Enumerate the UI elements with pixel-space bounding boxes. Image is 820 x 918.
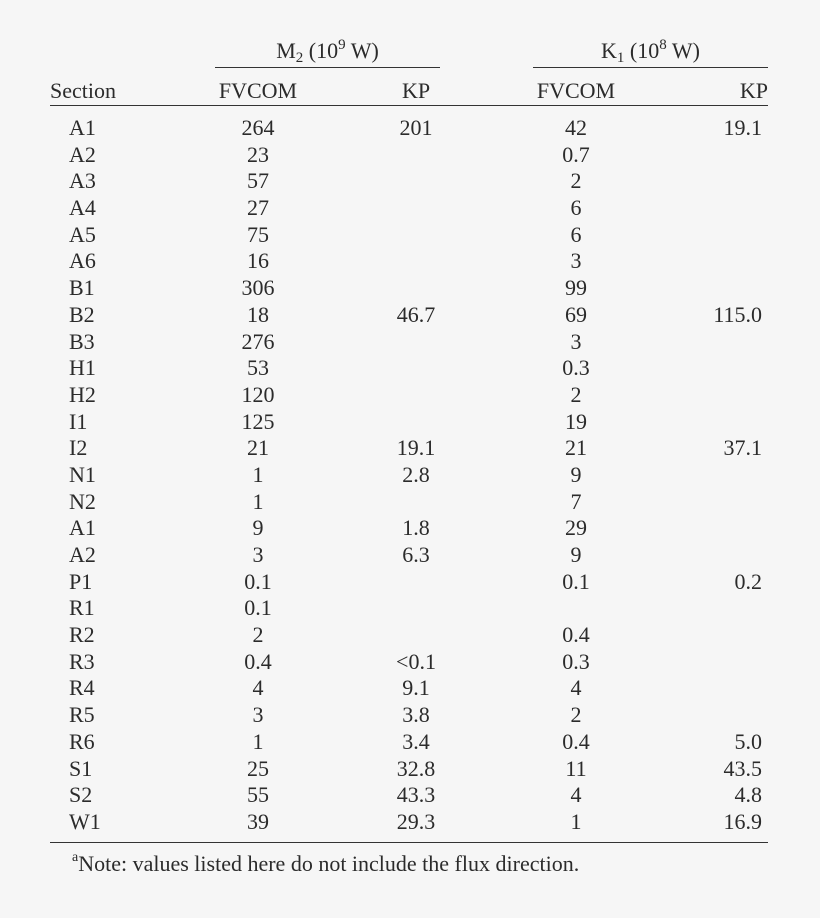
table-row: H1 53 0.3 [69,355,590,381]
footnote-marker: a [72,850,79,865]
table-row: P1 0.1 0.1 0.2 [69,568,762,594]
section-cell: A3 [69,168,96,194]
table-row: A2 3 6.3 9 [69,542,582,567]
bottom-rule [50,842,768,843]
section-cell: P1 [69,568,93,594]
section-cell: N1 [69,461,96,487]
section-cell: S1 [69,755,93,781]
section-cell: I2 [69,435,88,461]
section-cell: R1 [69,595,95,621]
table-row: B1 306 99 [69,275,587,301]
section-cell: R3 [69,648,95,674]
section-cell: A4 [69,195,96,221]
section-cell: A1 [69,115,96,140]
section-cell: B2 [69,301,95,327]
table-row: R2 2 0.4 [69,622,590,648]
table-row: B2 18 46.7 69 115.0 [69,301,762,327]
k1-kp-cell: 16.9 [723,808,762,834]
section-cell: A2 [69,141,96,167]
header-rule [50,105,768,106]
section-cell: B1 [69,275,95,301]
section-cell: R6 [69,728,95,754]
table-row: B3 276 3 [69,328,582,354]
k1-group-rule [533,67,768,68]
section-cell: H1 [69,355,96,381]
table-row: R5 3 3.8 2 [69,702,582,728]
section-cell: A1 [69,515,96,541]
table-row: H2 120 2 [69,381,582,407]
table-row: A3 57 2 [69,168,582,194]
k1-kp-cell: 0.2 [734,568,762,594]
table-row: R6 1 3.4 0.4 5.0 [69,728,762,754]
table-row: I1 125 19 [69,408,587,434]
section-cell: B3 [69,328,95,354]
table-row: S2 55 43.3 4 4.8 [69,782,762,808]
table-body [50,115,768,836]
section-cell: A5 [69,221,96,247]
col-header-section: Section [50,78,116,103]
table-row: A4 27 6 [69,195,582,221]
table-row: A6 16 3 [69,248,582,274]
col-header-k1-fvcom: FVCOM [536,78,616,103]
footnote [72,851,579,877]
section-cell: A2 [69,542,96,567]
section-cell: N2 [69,488,96,514]
k1-kp-cell: 4.8 [734,782,762,808]
k1-kp-cell: 37.1 [723,435,762,461]
footnote-text: Note: values listed here do not include the flux direction. [78,851,580,876]
k1-group-header: $K_1$ ($10^8$ W) [601,37,700,66]
k1-kp-cell: 115.0 [713,301,762,327]
section-cell: I1 [69,408,88,434]
m2-group-header: $M_2$ ($10^9$ W) [276,37,379,66]
section-cell: S2 [69,782,93,808]
section-cell: R2 [69,622,95,648]
k1-kp-cell: 19.1 [723,115,762,140]
col-header-m2-fvcom: FVCOM [218,78,298,103]
table-row: A5 75 6 [69,221,582,247]
section-cell: R4 [69,675,95,701]
section-cell: A6 [69,248,96,274]
table-row: N1 1 2.8 9 [69,461,582,487]
table-row: S1 25 32.8 11 43.5 [69,755,762,781]
col-header-m2-kp: KP [401,78,431,103]
table-row: R3 0.4 <0.1 0.3 [69,648,590,674]
k1-kp-cell: 43.5 [723,755,762,781]
table-row: A1 9 1.8 29 [69,515,587,541]
section-cell: W1 [69,808,101,834]
k1-kp-cell: 5.0 [734,728,762,754]
table-row: R4 4 9.1 4 [69,675,582,701]
table-row: A1 264 201 42 19.1 [69,115,762,140]
m2-group-rule [215,67,440,68]
table-row: R1 0.1 [69,595,272,621]
table-row: A2 23 0.7 [69,141,590,167]
table-row: N2 1 7 [69,488,582,514]
section-cell: H2 [69,381,96,407]
table-row: I2 21 19.1 21 37.1 [69,435,762,461]
section-cell: R5 [69,702,95,728]
table-row: W1 39 29.3 1 16.9 [69,808,762,834]
col-header-k1-kp: KP [739,78,768,103]
